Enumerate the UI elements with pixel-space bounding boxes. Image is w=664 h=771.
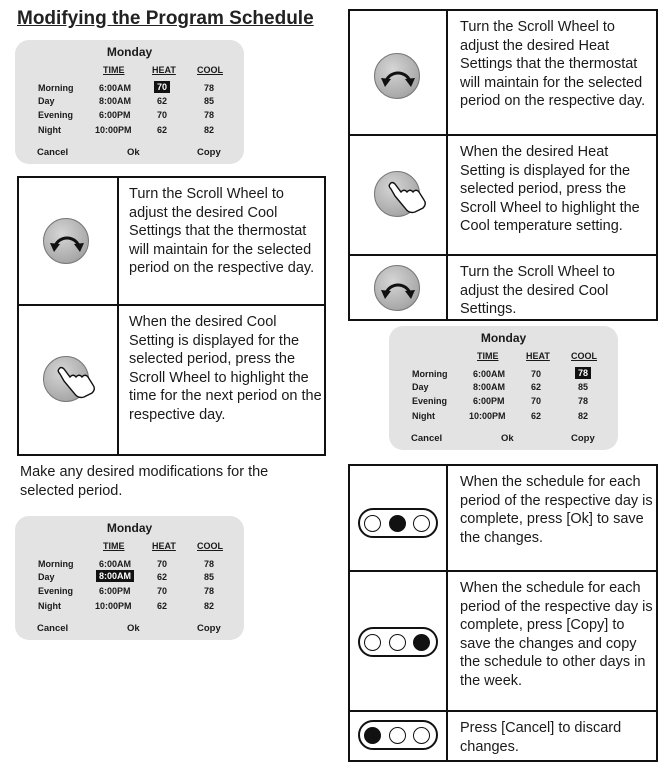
heat-value: 70 [531, 396, 542, 406]
instruction-text: Turn the Scroll Wheel to adjust the desired Cool Settings. [460, 264, 615, 317]
ok-button-indicator-icon [358, 508, 438, 538]
copy-button[interactable]: Copy [197, 147, 221, 158]
instruction-row [350, 710, 656, 760]
period-label: Day [38, 572, 55, 582]
time-value: 6:00PM [473, 396, 505, 406]
time-header: TIME [477, 351, 499, 361]
cool-value: 78 [204, 110, 215, 120]
time-value: 8:00AM [99, 96, 132, 106]
period-label: Day [412, 382, 429, 392]
period-label: Night [38, 125, 61, 135]
period-label: Evening [38, 110, 74, 120]
modifications-note: Make any desired modifications for the selected period. [20, 464, 269, 499]
heat-value: 62 [531, 382, 542, 392]
cool-value-selected: 78 [575, 367, 591, 379]
cool-value: 82 [204, 601, 215, 611]
instruction-text: Turn the Scroll Wheel to adjust the desired Heat Settings that the thermostat will maintain for the selected period on the respective day. [460, 19, 646, 109]
period-label: Night [38, 601, 61, 611]
heat-header: HEAT [526, 351, 550, 361]
cool-value: 85 [578, 382, 589, 392]
period-label: Day [38, 96, 55, 106]
cool-value: 85 [204, 572, 215, 582]
instruction-row [19, 178, 324, 304]
instruction-row [350, 134, 656, 254]
cool-value: 78 [204, 559, 215, 569]
scroll-wheel-press-icon [43, 356, 89, 402]
scroll-wheel-rotate-icon [374, 53, 420, 99]
cool-value: 78 [204, 586, 215, 596]
heat-value: 70 [157, 586, 168, 596]
heat-header: HEAT [152, 541, 176, 551]
time-header: TIME [103, 541, 125, 551]
cool-header: COOL [197, 541, 223, 551]
period-label: Evening [38, 586, 74, 596]
cancel-button[interactable]: Cancel [37, 147, 69, 158]
heat-value: 62 [157, 96, 168, 106]
instruction-text: When the schedule for each period of the respective day is complete, press [Ok] to save the changes. [460, 474, 653, 546]
time-value: 6:00AM [99, 83, 132, 93]
cancel-button[interactable]: Cancel [37, 623, 69, 634]
right-instruction-table [348, 9, 658, 321]
cool-value: 82 [204, 125, 215, 135]
copy-button[interactable]: Copy [571, 433, 595, 444]
scroll-wheel-rotate-icon [374, 265, 420, 311]
time-value: 10:00PM [95, 601, 132, 611]
instruction-text: Press [Cancel] to discard changes. [460, 720, 622, 755]
page-title: Modifying the Program Schedule [17, 8, 314, 29]
period-label: Night [412, 411, 435, 421]
cancel-button-indicator-icon [358, 720, 438, 750]
instruction-text: When the desired Heat Setting is displayed for the selected period, press the Scroll Wheel to highlight the Cool temperature setting. [460, 144, 640, 234]
scroll-wheel-rotate-icon [43, 218, 89, 264]
screen-day: Monday [106, 45, 153, 59]
time-value: 10:00PM [95, 125, 132, 135]
heat-value: 62 [531, 411, 542, 421]
copy-button[interactable]: Copy [197, 623, 221, 634]
cool-header: COOL [571, 351, 597, 361]
heat-value: 62 [157, 125, 168, 135]
period-label: Morning [38, 83, 74, 93]
heat-value: 70 [157, 110, 168, 120]
heat-value-selected: 70 [154, 81, 170, 93]
heat-value: 70 [157, 559, 168, 569]
time-value: 6:00AM [473, 369, 506, 379]
period-label: Evening [412, 396, 448, 406]
instruction-row [350, 254, 656, 319]
time-value: 6:00PM [99, 586, 131, 596]
copy-button-indicator-icon [358, 627, 438, 657]
button-instruction-table [348, 464, 658, 762]
instruction-row [350, 466, 656, 570]
instruction-row [350, 570, 656, 710]
time-value: 6:00AM [99, 559, 132, 569]
ok-button[interactable]: Ok [501, 433, 514, 444]
ok-button[interactable]: Ok [127, 623, 140, 634]
ok-button[interactable]: Ok [127, 147, 140, 158]
instruction-text: When the desired Cool Setting is displayed for the selected period, press the Scroll Wheel to highlight the time for the next period on the respective day. [129, 314, 322, 423]
period-label: Morning [412, 369, 448, 379]
time-value: 10:00PM [469, 411, 506, 421]
time-header: TIME [103, 65, 125, 75]
heat-value: 62 [157, 572, 168, 582]
cool-value: 78 [578, 396, 589, 406]
instruction-text: When the schedule for each period of the respective day is complete, press [Copy] to save the changes and copy the schedule to other days in the week. [460, 580, 653, 689]
time-value-selected: 8:00AM [96, 570, 134, 582]
time-value: 6:00PM [99, 110, 131, 120]
cool-header: COOL [197, 65, 223, 75]
left-instruction-table [17, 176, 326, 456]
heat-value: 70 [531, 369, 542, 379]
instruction-row [350, 11, 656, 134]
cancel-button[interactable]: Cancel [411, 433, 443, 444]
heat-header: HEAT [152, 65, 176, 75]
time-value: 8:00AM [473, 382, 506, 392]
scroll-wheel-press-icon [374, 171, 420, 217]
period-label: Morning [38, 559, 74, 569]
cool-value: 85 [204, 96, 215, 106]
screen-day: Monday [480, 331, 527, 345]
heat-value: 62 [157, 601, 168, 611]
thermostat-screen-heat-selected [15, 40, 244, 164]
screen-day: Monday [106, 521, 153, 535]
cool-value: 82 [578, 411, 589, 421]
thermostat-screen-time-selected [15, 516, 244, 640]
cool-value: 78 [204, 83, 215, 93]
instruction-text: Turn the Scroll Wheel to adjust the desired Cool Settings that the thermostat will maintain for the selected period on the respective day. [129, 186, 315, 276]
instruction-row [19, 304, 324, 454]
thermostat-screen-cool-selected [389, 326, 618, 450]
